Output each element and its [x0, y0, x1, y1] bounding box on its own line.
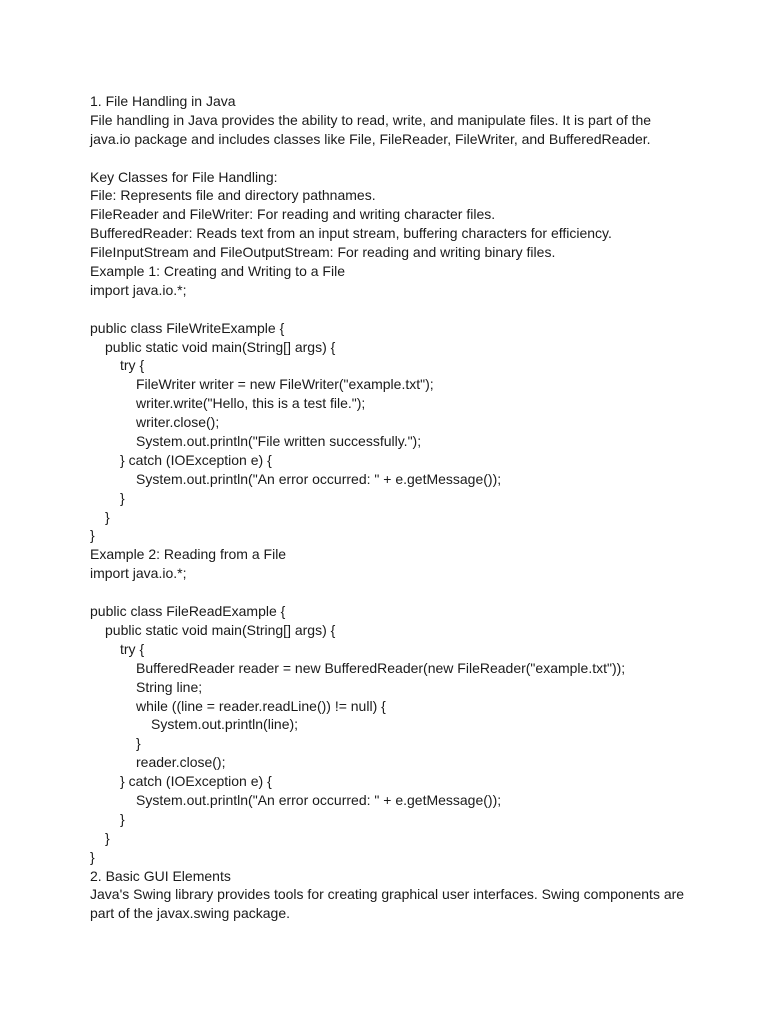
code-line: System.out.println("File written successfully.");	[136, 433, 422, 450]
code-line: while ((line = reader.readLine()) != null) {	[136, 697, 386, 714]
list-item: File: Represents file and directory pathnames.	[90, 187, 376, 204]
code-line: FileWriter writer = new FileWriter("example.txt");	[136, 376, 434, 393]
document-body	[90, 92, 730, 923]
code-line: writer.close();	[136, 414, 220, 431]
code-line: }	[120, 489, 125, 506]
code-line: }	[90, 848, 95, 865]
example-title: Example 2: Reading from a File	[90, 546, 287, 563]
code-line: writer.write("Hello, this is a test file.");	[136, 395, 366, 412]
list-item: FileReader and FileWriter: For reading and writing character files.	[90, 206, 496, 223]
code-line: String line;	[136, 678, 203, 695]
blank-line	[90, 583, 730, 602]
code-line: } catch (IOException e) {	[120, 773, 272, 790]
paragraph-line: File handling in Java provides the ability to read, write, and manipulate files. It is part of the	[90, 111, 652, 128]
blank-line	[90, 149, 730, 168]
code-line: BufferedReader reader = new BufferedReader(new FileReader("example.txt"));	[136, 659, 626, 676]
code-line: }	[120, 810, 125, 827]
code-line: public class FileReadExample {	[90, 603, 286, 620]
blank-line	[90, 300, 730, 319]
code-line: }	[136, 735, 141, 752]
code-line: }	[105, 508, 110, 525]
section-heading: 2. Basic GUI Elements	[90, 867, 231, 884]
code-line: public class FileWriteExample {	[90, 319, 285, 336]
code-line: public static void main(String[] args) {	[105, 338, 336, 355]
code-line: }	[90, 527, 95, 544]
section-heading: 1. File Handling in Java	[90, 93, 236, 109]
list-item: BufferedReader: Reads text from an input stream, buffering characters for efficiency.	[90, 225, 612, 242]
code-line: System.out.println("An error occurred: " + e.getMessage());	[136, 470, 502, 487]
code-line: public static void main(String[] args) {	[105, 621, 336, 638]
paragraph-line: java.io package and includes classes like File, FileReader, FileWriter, and BufferedReader.	[90, 130, 651, 147]
code-line: System.out.println("An error occurred: " + e.getMessage());	[136, 791, 502, 808]
example-title: Example 1: Creating and Writing to a File	[90, 263, 345, 280]
code-line: try {	[120, 640, 145, 657]
paragraph-line: part of the javax.swing package.	[90, 905, 291, 922]
code-line: } catch (IOException e) {	[120, 451, 272, 468]
list-item: FileInputStream and FileOutputStream: For reading and writing binary files.	[90, 244, 556, 261]
subheading: Key Classes for File Handling:	[90, 168, 278, 185]
code-line: System.out.println(line);	[151, 716, 299, 733]
code-line: }	[105, 829, 110, 846]
paragraph-line: Java's Swing library provides tools for creating graphical user interfaces. Swing components are	[90, 886, 685, 903]
code-line: import java.io.*;	[90, 281, 187, 298]
code-line: try {	[120, 357, 145, 374]
code-line: import java.io.*;	[90, 565, 187, 582]
code-line: reader.close();	[136, 754, 226, 771]
